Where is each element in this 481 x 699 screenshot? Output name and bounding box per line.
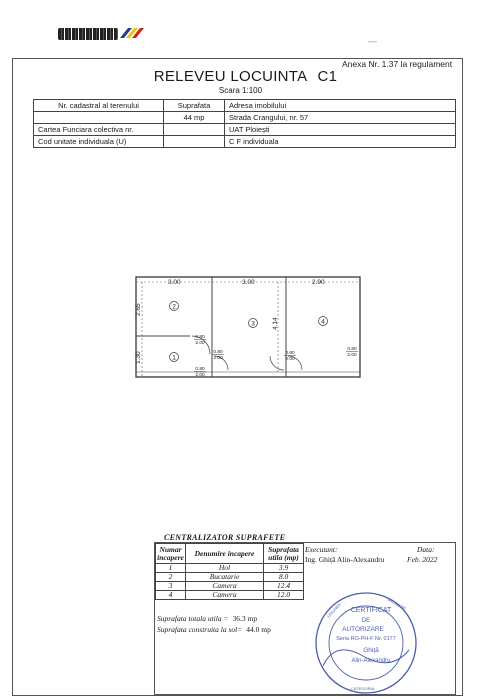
dimension-label: 4.14 bbox=[272, 317, 279, 330]
table-cell: Hol bbox=[186, 564, 264, 573]
table-cell: Cod unitate individuala (U) bbox=[34, 136, 164, 148]
total-useful-area bbox=[157, 614, 257, 623]
table-cell: Cartea Funciara colectiva nr. bbox=[34, 124, 164, 136]
room-number: 4 bbox=[321, 318, 325, 326]
table-cell: 2 bbox=[156, 573, 186, 582]
table-cell: 12.4 bbox=[264, 582, 304, 591]
corner-mark: — bbox=[368, 36, 377, 46]
column-header: Suprafata utila (mp) bbox=[264, 544, 304, 564]
outer-wall bbox=[136, 277, 360, 377]
table-cell bbox=[164, 136, 225, 148]
column-header: Denumire incapere bbox=[186, 544, 264, 564]
svg-text:0.80: 0.80 bbox=[195, 367, 205, 372]
floor-plan bbox=[130, 268, 370, 384]
door-swing bbox=[270, 356, 284, 370]
table-cell: 12.0 bbox=[264, 591, 304, 600]
svg-text:2.00: 2.00 bbox=[195, 373, 205, 378]
stamp-text: AUTORIZARE bbox=[342, 626, 384, 633]
table-cell: 1 bbox=[156, 564, 186, 573]
dimension-label: 1.30 bbox=[135, 351, 142, 364]
opening-label bbox=[212, 349, 224, 361]
table-row bbox=[34, 112, 456, 124]
svg-text:0.80: 0.80 bbox=[213, 350, 223, 355]
authorization-stamp bbox=[313, 590, 419, 696]
stamp-text: CERTIFICAT bbox=[350, 607, 392, 614]
total-built-label: Suprafata construita la sol= bbox=[157, 625, 243, 634]
table-cell bbox=[34, 112, 164, 124]
room-number: 2 bbox=[172, 303, 176, 311]
date-label: Data: bbox=[417, 545, 435, 554]
room-areas-table bbox=[155, 543, 304, 600]
room-number: 1 bbox=[172, 354, 176, 362]
table-cell: UAT Ploiești bbox=[225, 124, 456, 136]
total-built-value: 44.0 mp bbox=[246, 625, 271, 634]
title-main: RELEVEU LOCUINTA bbox=[153, 68, 308, 85]
opening-label bbox=[346, 346, 358, 358]
dimension-label: 3.00 bbox=[242, 279, 255, 286]
table-row bbox=[34, 124, 456, 136]
table-cell: 44 mp bbox=[164, 112, 225, 124]
table-row bbox=[34, 100, 456, 112]
svg-text:2.00: 2.00 bbox=[347, 353, 357, 358]
svg-text:CATEGORIA: CATEGORIA bbox=[351, 686, 375, 691]
total-useful-label: Suprafata totala utila = bbox=[157, 614, 229, 623]
area-summary-title: CENTRALIZATOR SUPRAFETE bbox=[164, 533, 286, 542]
table-cell: Camera bbox=[186, 582, 264, 591]
table-cell: 3.9 bbox=[264, 564, 304, 573]
table-cell: Nr. cadastral al terenului bbox=[34, 100, 164, 112]
table-cell: Camera bbox=[186, 591, 264, 600]
svg-text:2.00: 2.00 bbox=[195, 341, 205, 346]
opening-label bbox=[194, 334, 206, 346]
table-header-row bbox=[156, 544, 304, 564]
table-cell: Bucatarie bbox=[186, 573, 264, 582]
title-building: C1 bbox=[317, 68, 338, 85]
property-info-table bbox=[33, 99, 456, 148]
stamp-text: DE bbox=[361, 618, 371, 624]
annex-reference: Anexa Nr. 1.37 la regulament bbox=[342, 59, 453, 69]
dimension-label: 2.65 bbox=[135, 303, 142, 316]
table-cell: 3 bbox=[156, 582, 186, 591]
svg-text:GEODEZIE: GEODEZIE bbox=[386, 596, 407, 612]
executant-label: Executant: bbox=[305, 545, 338, 554]
executant-name: Ing. Ghiță Alin-Alexandru bbox=[305, 555, 385, 564]
column-header: Numar incapere bbox=[157, 544, 184, 562]
agency-logo bbox=[58, 26, 144, 42]
page-title bbox=[0, 68, 481, 85]
table-cell: Suprafata bbox=[164, 100, 225, 112]
svg-text:UNIUNEA: UNIUNEA bbox=[326, 601, 342, 619]
svg-text:0.80: 0.80 bbox=[347, 347, 357, 352]
stamp-text: Seria RO-PH-F Nr. 0177 bbox=[336, 636, 396, 642]
stamp-text: Alin-Alexandru bbox=[351, 658, 391, 664]
dimension-label: 3.00 bbox=[168, 279, 181, 286]
logo-wordmark bbox=[58, 28, 118, 40]
stamp-text: Ghiță bbox=[363, 647, 379, 654]
room-number: 3 bbox=[251, 320, 255, 328]
table-cell: 8.0 bbox=[264, 573, 304, 582]
table-cell: Strada Crangului, nr. 57 bbox=[225, 112, 456, 124]
table-cell: Adresa imobilului bbox=[225, 100, 456, 112]
table-cell bbox=[164, 124, 225, 136]
svg-text:2.00: 2.00 bbox=[285, 357, 295, 362]
dimension-label: 2.90 bbox=[312, 279, 325, 286]
svg-text:0.80: 0.80 bbox=[285, 351, 295, 356]
svg-text:2.00: 2.00 bbox=[213, 356, 223, 361]
table-cell: 4 bbox=[156, 591, 186, 600]
table-cell: C F individuala bbox=[225, 136, 456, 148]
date-value: Feb. 2022 bbox=[407, 555, 438, 564]
plan-scale: Scara 1:100 bbox=[218, 86, 263, 95]
svg-text:0.80: 0.80 bbox=[195, 335, 205, 340]
total-useful-value: 36.3 mp bbox=[232, 614, 258, 623]
flag-swoosh-icon bbox=[118, 26, 144, 40]
table-row bbox=[34, 136, 456, 148]
total-built-area bbox=[157, 625, 271, 634]
table-row bbox=[156, 591, 304, 600]
